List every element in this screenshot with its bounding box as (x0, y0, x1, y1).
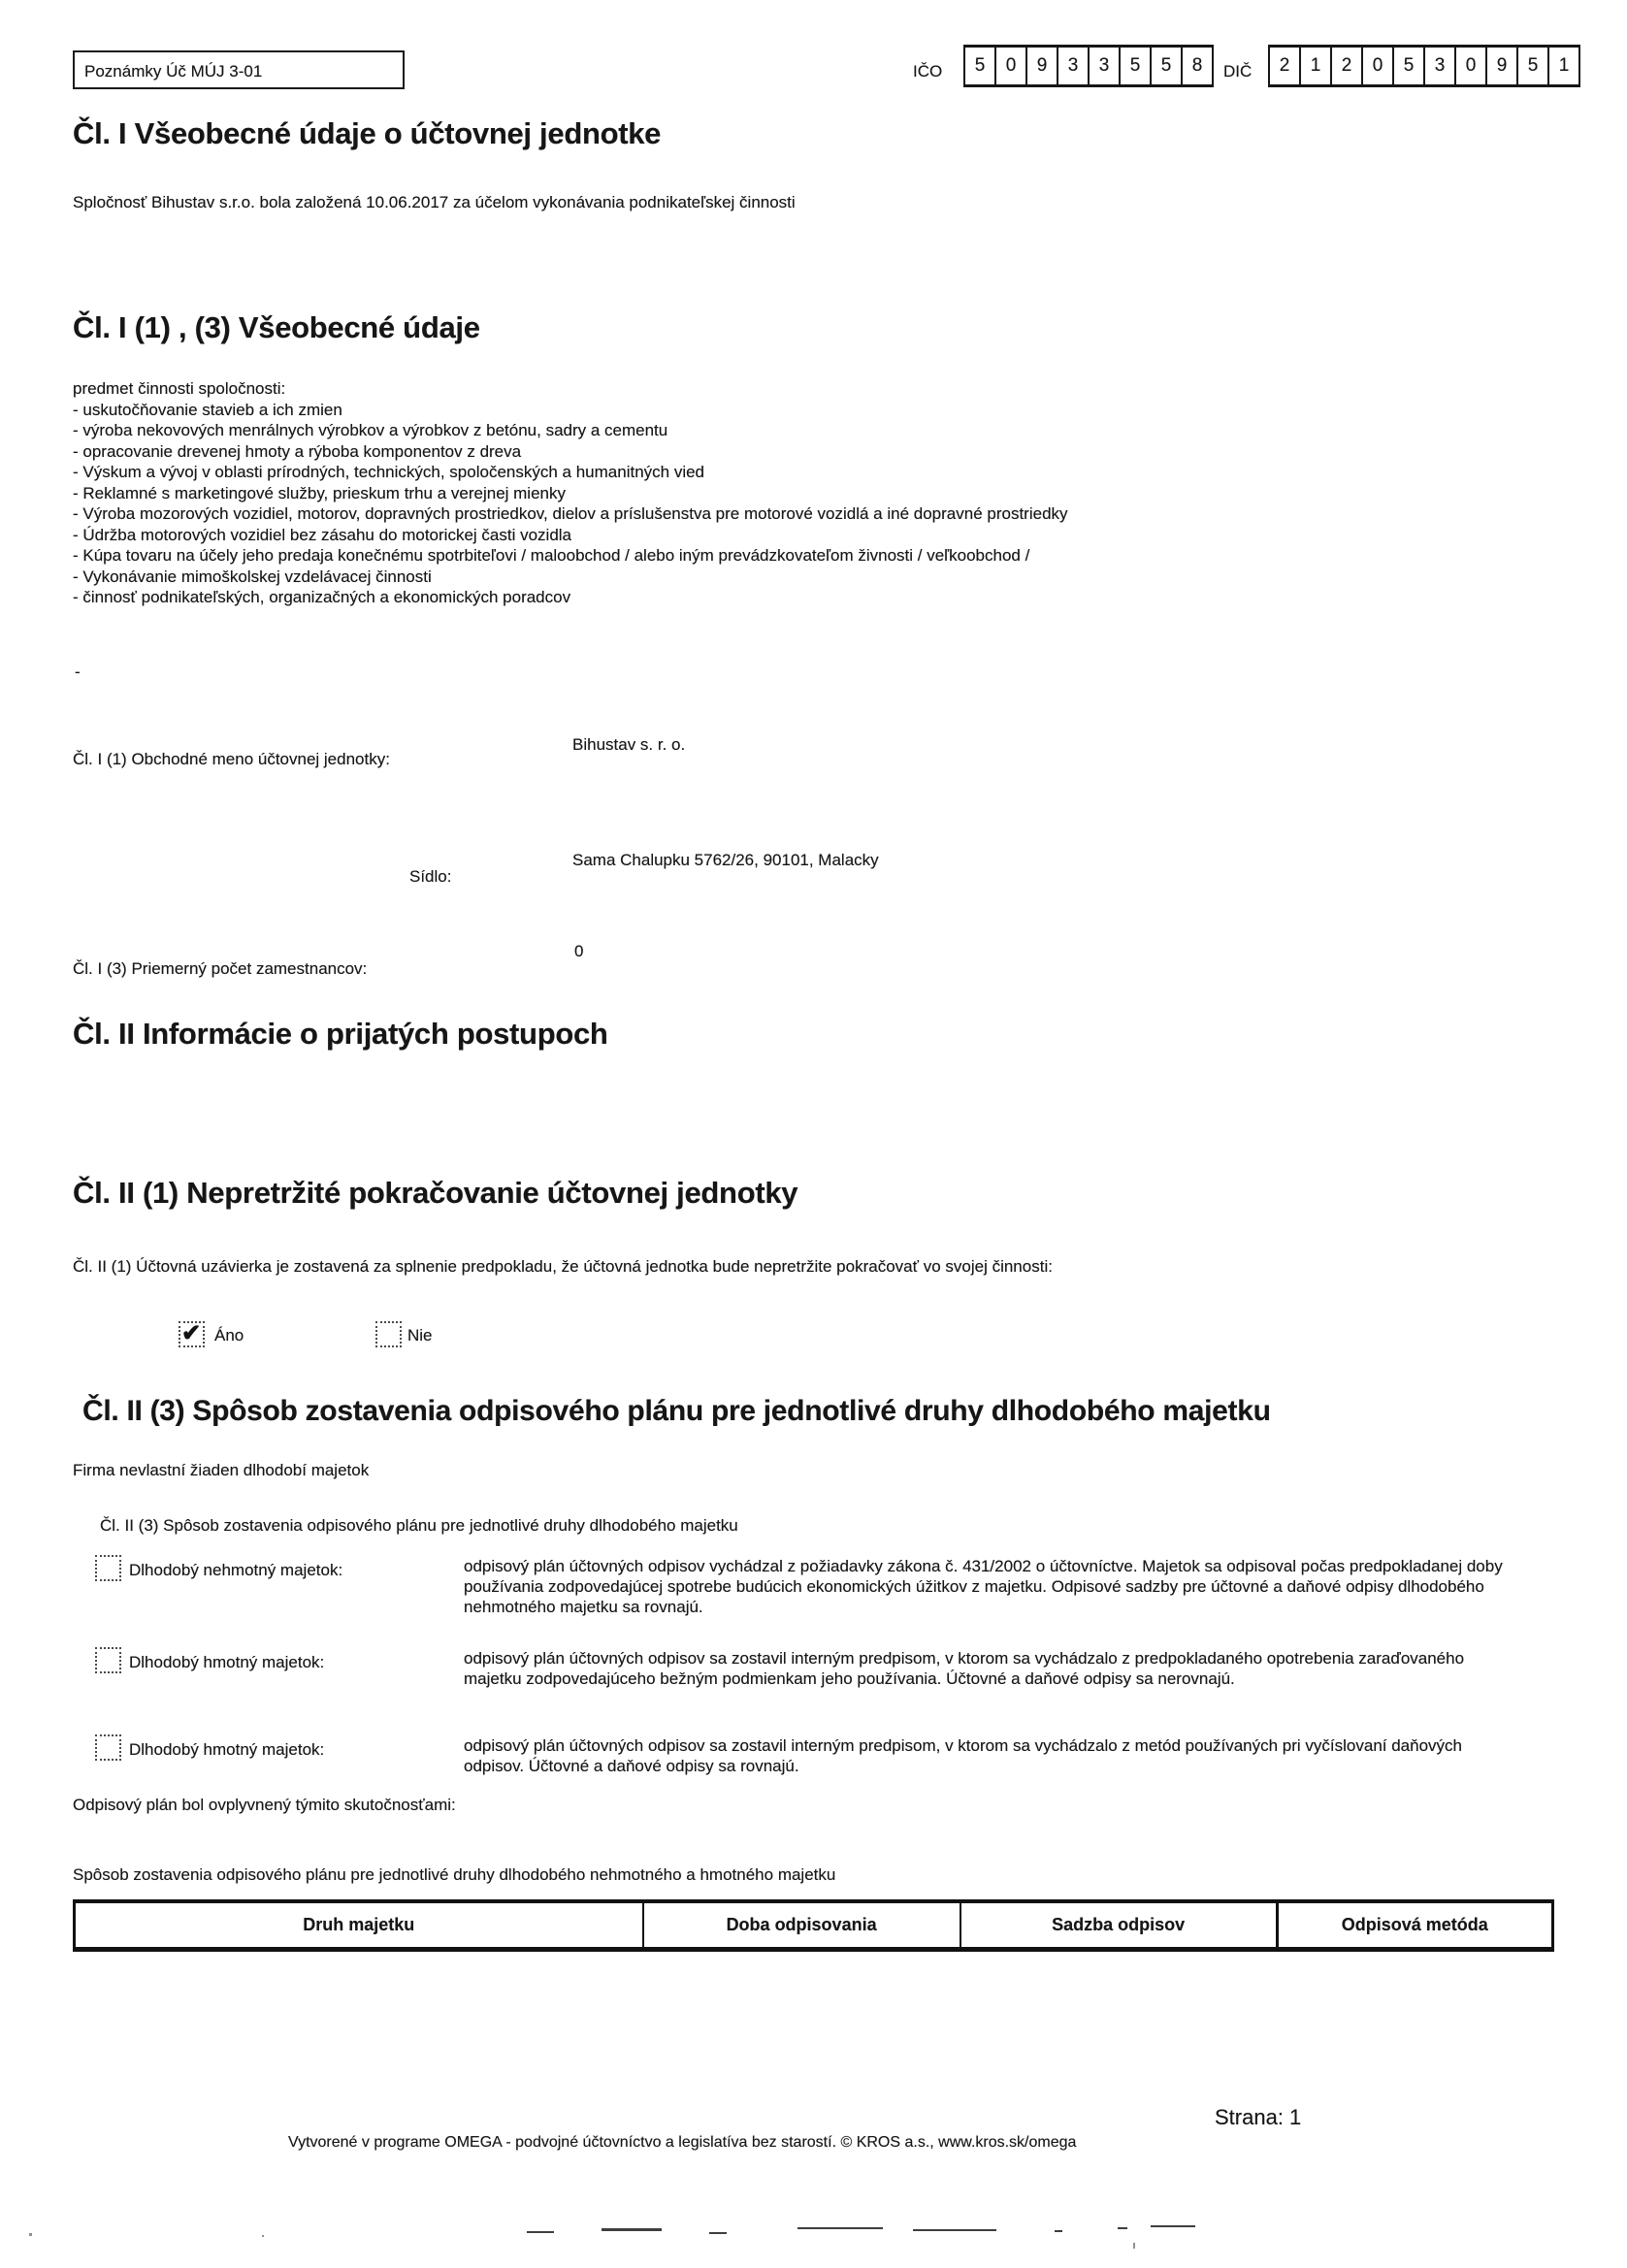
seat-label: Sídlo: (409, 867, 452, 886)
intangible-assets-checkbox[interactable] (95, 1555, 121, 1581)
seat-value: Sama Chalupku 5762/26, 90101, Malacky (572, 851, 879, 869)
tangible-assets-2-checkbox[interactable] (95, 1734, 121, 1761)
activity-item: - Výskum a vývoj v oblasti prírodných, technických, spoločenských a humanitných vied (73, 463, 705, 481)
form-code: Poznámky Úč MÚJ 3-01 (84, 62, 263, 81)
dic-digit: 5 (1516, 45, 1549, 87)
tangible-assets-checkbox[interactable] (95, 1647, 121, 1673)
dic-digit: 3 (1423, 45, 1456, 87)
scan-artifact (797, 2227, 883, 2229)
ico-digit: 5 (963, 45, 996, 87)
dic-digit: 9 (1485, 45, 1518, 87)
scan-speck (262, 2235, 264, 2237)
tangible-assets-2-label: Dlhodobý hmotný majetok: (129, 1740, 325, 1759)
activity-item: - Reklamné s marketingové služby, prieskum trhu a verejnej mienky (73, 483, 566, 502)
depreciation-table (73, 1899, 1554, 1952)
scan-artifact (602, 2228, 662, 2231)
dic-digit: 0 (1454, 45, 1487, 87)
activities-list (73, 378, 1068, 608)
dic-label: DIČ (1223, 62, 1253, 81)
activities-intro: predmet činnosti spoločnosti: (73, 379, 286, 398)
ico-digit-boxes (963, 45, 1214, 87)
activity-item: - opracovanie drevenej hmoty a rýboba komponentov z dreva (73, 441, 522, 461)
activity-item: - Kúpa tovaru na účely jeho predaja konečnému spotrbiteľovi / maloobchod / alebo iným prevádzkovateľom živnosti / veľkoobchod / (73, 546, 1030, 565)
employees-value: 0 (574, 942, 584, 960)
section-5-title: Čl. II (3) Spôsob zostavenia odpisového plánu pre jednotlivé druhy dlhodobého majetku (82, 1395, 1271, 1427)
table-header-period: Doba odpisovania (644, 1903, 961, 1947)
activity-item: - výroba nekovových menrálnych výrobkov a výrobkov z betónu, sadry a cementu (73, 421, 668, 439)
ico-digit: 5 (1150, 45, 1183, 87)
yes-checkbox[interactable] (179, 1321, 205, 1347)
table-caption: Spôsob zostavenia odpisového plánu pre jednotlivé druhy dlhodobého nehmotného a hmotného majetku (73, 1865, 836, 1884)
no-checkbox[interactable] (375, 1321, 402, 1347)
scan-artifact (1151, 2225, 1195, 2227)
section-5-subtitle: Čl. II (3) Spôsob zostavenia odpisového plánu pre jednotlivé druhy dlhodobého majetku (100, 1516, 738, 1535)
section-2-title: Čl. I (1) , (3) Všeobecné údaje (73, 310, 480, 344)
activity-item: - uskutočňovanie stavieb a ich zmien (73, 400, 342, 419)
no-assets-note: Firma nevlastní žiaden dlhodobí majetok (73, 1461, 370, 1479)
activity-item: - činnosť podnikateľských, organizačných a ekonomických poradcov (73, 588, 571, 606)
ico-digit: 3 (1057, 45, 1090, 87)
scan-speck (1133, 2243, 1135, 2249)
scan-artifact (527, 2231, 554, 2233)
section-3-title: Čl. II Informácie o prijatých postupoch (73, 1017, 608, 1051)
table-header-method: Odpisová metóda (1341, 1915, 1488, 1934)
stray-dash: - (75, 663, 81, 681)
dic-digit: 5 (1392, 45, 1425, 87)
tangible-assets-2-text: odpisový plán účtovných odpisov sa zostavil interným predpisom, v ktorom sa vychádzalo z metód používaných pri vyčíslovaní daňových odpisov. Účtovné a daňové odpisy sa rovnajú. (464, 1736, 1462, 1775)
dic-digit: 1 (1547, 45, 1580, 87)
scan-artifact (709, 2232, 727, 2234)
no-label: Nie (407, 1326, 433, 1345)
dic-digit: 2 (1268, 45, 1301, 87)
page-number: Strana: 1 (1215, 2105, 1302, 2129)
activity-item: - Výroba mozorových vozidiel, motorov, dopravných prostriedkov, dielov a príslušenstva pre motorové vozidlá a iné dopravné prostriedky (73, 504, 1068, 523)
influence-note: Odpisový plán bol ovplyvnený týmito skutočnosťami: (73, 1796, 456, 1814)
going-concern-statement: Čl. II (1) Účtovná uzávierka je zostavená za splnenie predpokladu, že účtovná jednotka bude nepretržite pokračovať vo svojej činnosti: (73, 1257, 1053, 1276)
yes-label: Áno (214, 1326, 244, 1345)
tangible-assets-label: Dlhodobý hmotný majetok: (129, 1653, 325, 1671)
generator-credit: Vytvorené v programe OMEGA - podvojné účtovníctvo a legislatíva bez starostí. © KROS a.s., www.kros.sk/omega (288, 2134, 1077, 2151)
tangible-assets-text: odpisový plán účtovných odpisov sa zostavil interným predpisom, v ktorom sa vychádzalo z predpokladaného opotrebenia zaraďovaného majetku zodpovedajúceho bežným podmienkam jeho používania. Účtovné a daňové odpisy sa nerovnajú. (464, 1649, 1465, 1688)
dic-digit-boxes (1268, 45, 1580, 87)
section-1-title: Čl. I Všeobecné údaje o účtovnej jednotke (73, 116, 662, 150)
ico-digit: 3 (1088, 45, 1121, 87)
scan-artifact (913, 2229, 996, 2231)
scan-artifact (1118, 2227, 1127, 2229)
intangible-assets-text: odpisový plán účtovných odpisov vychádzal z požiadavky zákona č. 431/2002 o účtovníctve. Majetok sa odpisoval počas predpokladanej doby používania zodpovedajúcej spotrebe budúcich ekonomických úžitkov z majetku. Odpisové sadzby pre účtovné a daňové odpisy dlhodobého nehmotného majetku sa rovnajú. (464, 1557, 1503, 1616)
table-header-rate: Sadzba odpisov (961, 1903, 1279, 1947)
section-4-title: Čl. II (1) Nepretržité pokračovanie účtovnej jednotky (73, 1176, 798, 1210)
intangible-assets-label: Dlhodobý nehmotný majetok: (129, 1561, 343, 1579)
table-header-asset-type: Druh majetku (76, 1903, 644, 1947)
ico-digit: 0 (994, 45, 1027, 87)
ico-digit: 9 (1025, 45, 1058, 87)
dic-digit: 0 (1361, 45, 1394, 87)
checkmark-icon: ✔ (181, 1320, 202, 1346)
business-name-value: Bihustav s. r. o. (572, 735, 686, 754)
activity-item: - Údržba motorových vozidiel bez zásahu do motorickej časti vozidla (73, 525, 572, 544)
employees-label: Čl. I (3) Priemerný počet zamestnancov: (73, 959, 368, 978)
scan-speck (29, 2233, 32, 2236)
activity-item: - Vykonávanie mimoškolskej vzdelávacej činnosti (73, 567, 432, 586)
section-1-intro: Spločnosť Bihustav s.r.o. bola založená 10.06.2017 za účelom vykonávania podnikateľskej činnosti (73, 193, 796, 211)
ico-digit: 5 (1119, 45, 1152, 87)
ico-label: IČO (913, 62, 943, 81)
business-name-label: Čl. I (1) Obchodné meno účtovnej jednotky: (73, 750, 390, 768)
form-code-box (73, 50, 405, 89)
ico-digit: 8 (1181, 45, 1214, 87)
dic-digit: 2 (1330, 45, 1363, 87)
scan-artifact (1055, 2230, 1062, 2232)
dic-digit: 1 (1299, 45, 1332, 87)
